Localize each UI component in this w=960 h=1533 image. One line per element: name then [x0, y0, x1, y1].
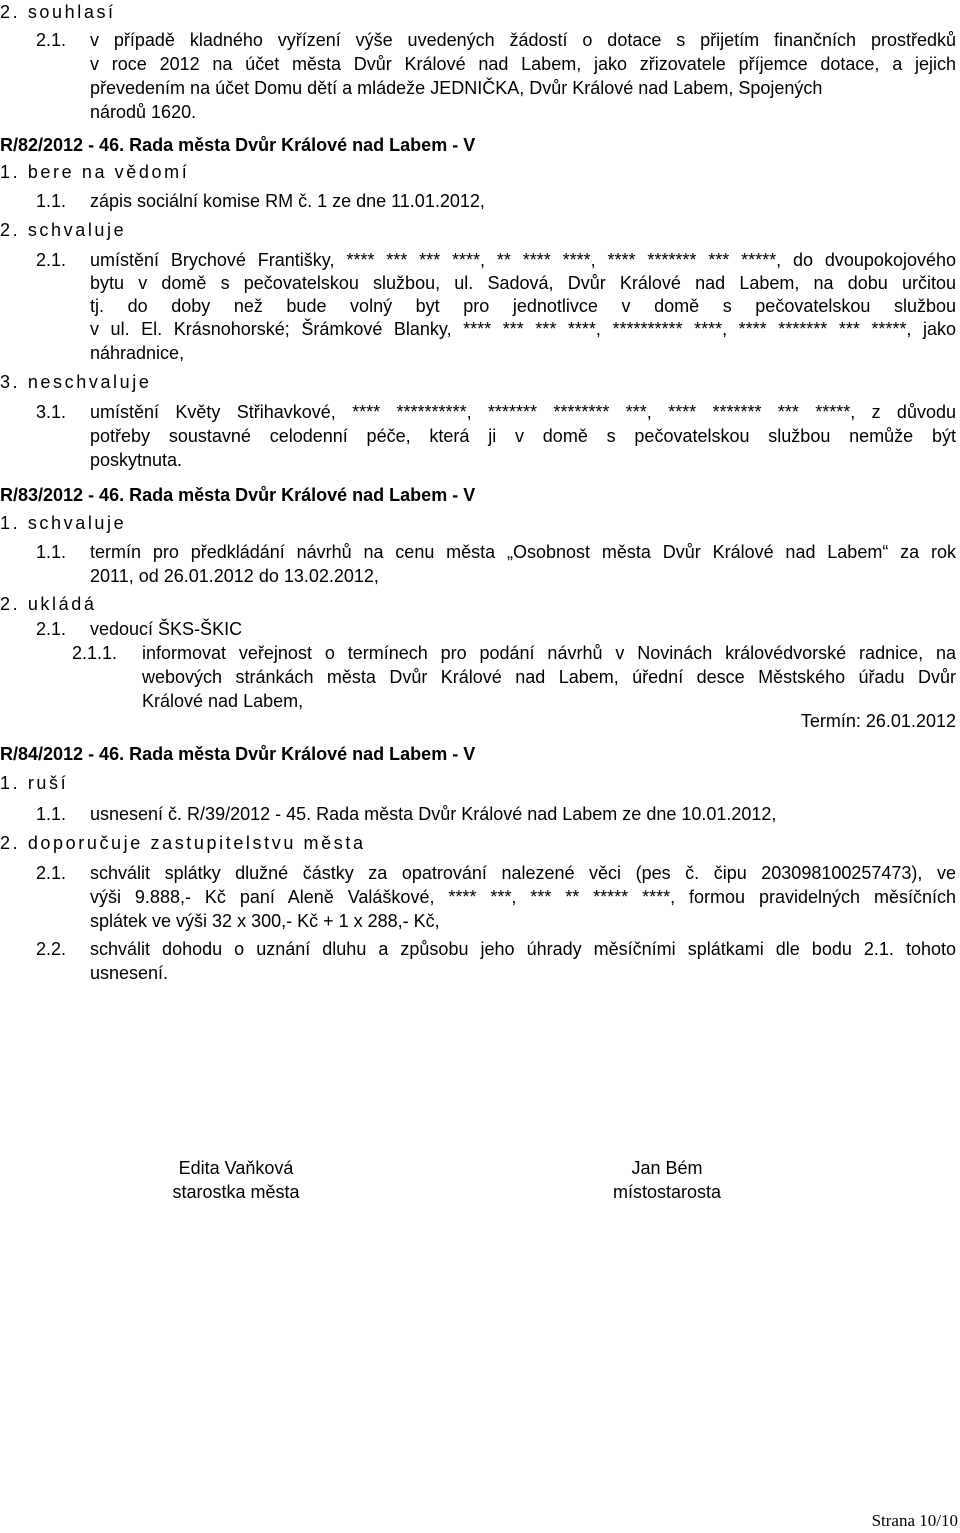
- item-text: schválit splátky dlužné částky za opatrování nalezené věci (pes č. čipu 203098100257473), ve: [90, 863, 956, 883]
- item-number: 1.1.: [36, 542, 67, 562]
- item-text: výši 9.888,- Kč paní Aleně Valáškové, **** ***, *** ** ***** ****, formou pravidelných měsíčních: [90, 887, 956, 907]
- item-text: umístění Květy Střihavkové, **** **********, ******* ******** ***, **** ******* *** *****, z důvodu: [90, 402, 956, 422]
- item-text: převedením na účet Domu dětí a mládeže JEDNIČKA, Dvůr Králové nad Labem, Spojených: [90, 78, 823, 98]
- item-text: Králové nad Labem,: [142, 691, 304, 711]
- item-text: informovat veřejnost o termínech pro podání návrhů v Novinách královédvorské radnice, na: [142, 643, 956, 663]
- item-number: 2.1.: [36, 250, 67, 270]
- page-number: Strana 10/10: [871, 1511, 958, 1530]
- signature-left-name: Edita Vaňková: [178, 1158, 294, 1178]
- item-text: bytu v domě s pečovatelskou službou, ul. Sadová, Dvůr Králové nad Labem, na dobu určitou: [90, 273, 956, 293]
- item-text: poskytnuta.: [90, 450, 183, 470]
- signature-left-role: starostka města: [172, 1182, 300, 1202]
- section-heading: 1. bere na vědomí: [0, 162, 190, 182]
- resolution-title: R/82/2012 - 46. Rada města Dvůr Králové nad Labem - V: [0, 135, 476, 155]
- item-text: umístění Brychové Františky, **** *** *** ****, ** **** ****, **** ******* *** *****, do dvoupokojového: [90, 250, 956, 270]
- item-number: 2.1.: [36, 863, 67, 883]
- item-text: tj. do doby než bude volný byt pro jednotlivce v domě s pečovatelskou službou: [90, 296, 956, 316]
- item-text: usnesení.: [90, 963, 169, 983]
- section-heading: 3. neschvaluje: [0, 372, 152, 392]
- item-text: v ul. El. Krásnohorské; Šrámkové Blanky, **** *** *** ****, ********** ****, **** ******* *** *****, jako: [90, 319, 956, 339]
- section-heading: 2. ukládá: [0, 594, 97, 614]
- signature-right-role: místostarosta: [612, 1182, 722, 1202]
- item-number: 2.1.: [36, 619, 67, 639]
- item-text: v roce 2012 na účet města Dvůr Králové nad Labem, jako zřizovatele příjemce dotace, a jejich: [90, 54, 956, 74]
- item-text: 2011, od 26.01.2012 do 13.02.2012,: [90, 566, 379, 586]
- item-text: zápis sociální komise RM č. 1 ze dne 11.01.2012,: [90, 191, 485, 211]
- item-number: 1.1.: [36, 191, 67, 211]
- section-heading: 2. doporučuje zastupitelstvu města: [0, 833, 366, 853]
- item-number: 3.1.: [36, 402, 67, 422]
- item-text: webových stránkách města Dvůr Králové nad Labem, úřední desce Městského úřadu Dvůr: [142, 667, 956, 687]
- item-text: národů 1620.: [90, 102, 197, 122]
- deadline: Termín: 26.01.2012: [800, 711, 956, 731]
- resolution-title: R/83/2012 - 46. Rada města Dvůr Králové nad Labem - V: [0, 485, 476, 505]
- item-text: v případě kladného vyřízení výše uvedených žádostí o dotace s přijetím finančních prostředků: [90, 30, 956, 50]
- item-text: schválit dohodu o uznání dluhu a způsobu jeho úhrady měsíčními splátkami dle bodu 2.1. tohoto: [90, 939, 956, 959]
- item-number: 2.2.: [36, 939, 67, 959]
- item-number: 2.1.1.: [72, 643, 118, 663]
- item-text: potřeby soustavné celodenní péče, která ji v domě s pečovatelskou službou nemůže být: [90, 426, 956, 446]
- item-text: splátek ve výši 32 x 300,- Kč + 1 x 288,- Kč,: [90, 911, 440, 931]
- item-text: vedoucí ŠKS-ŠKIC: [90, 619, 243, 639]
- section-heading: 2. schvaluje: [0, 220, 127, 240]
- signature-right-name: Jan Bém: [631, 1158, 703, 1178]
- section-heading: 1. ruší: [0, 773, 69, 793]
- heading-souhlasi: 2. souhlasí: [0, 2, 116, 22]
- item-text: termín pro předkládání návrhů na cenu města „Osobnost města Dvůr Králové nad Labem“ za rok: [90, 542, 956, 562]
- item-number: 1.1.: [36, 804, 67, 824]
- item-text: náhradnice,: [90, 343, 185, 363]
- item-text: usnesení č. R/39/2012 - 45. Rada města Dvůr Králové nad Labem ze dne 10.01.2012,: [90, 804, 777, 824]
- section-heading: 1. schvaluje: [0, 513, 127, 533]
- item-number: 2.1.: [36, 30, 67, 50]
- resolution-title: R/84/2012 - 46. Rada města Dvůr Králové nad Labem - V: [0, 744, 476, 764]
